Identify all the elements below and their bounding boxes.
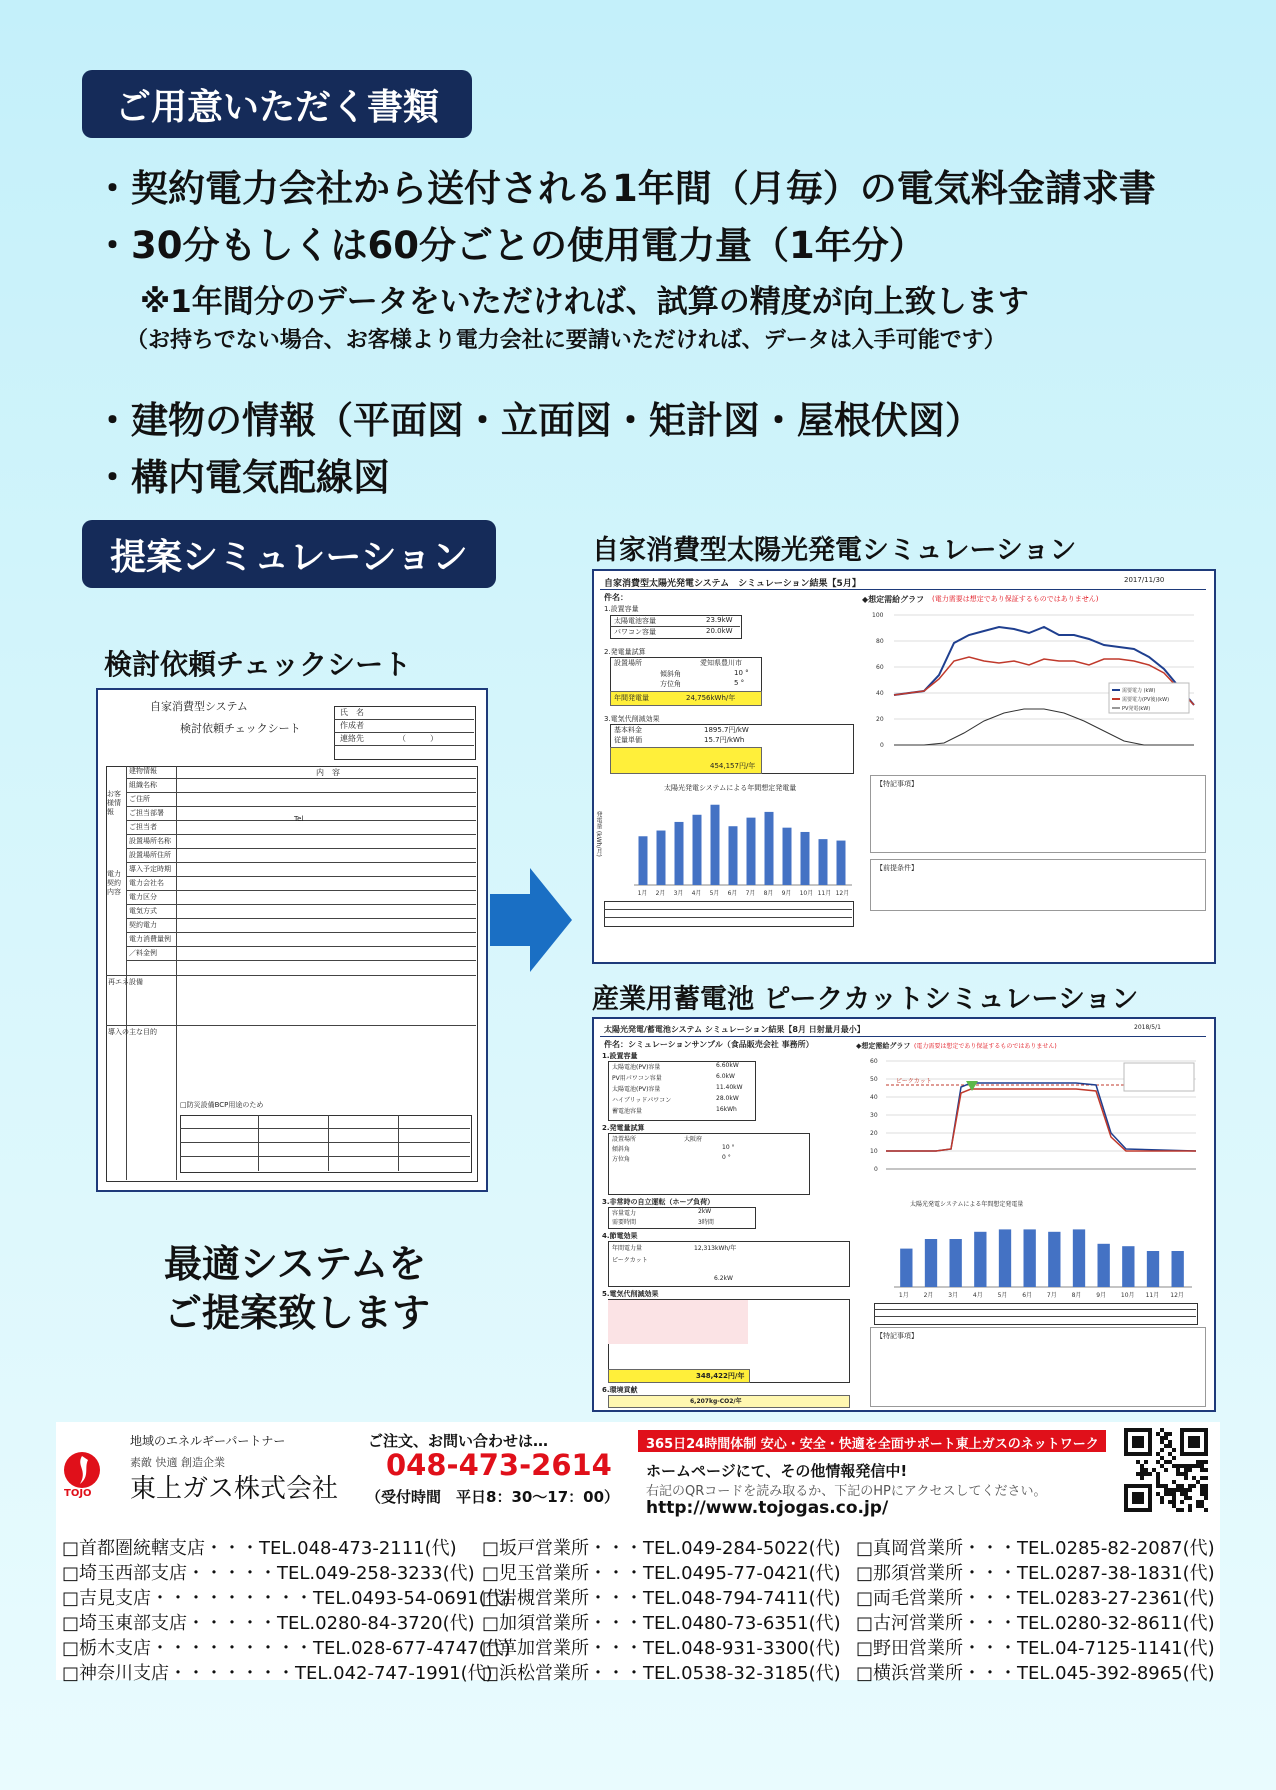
battery-s2-label-2: 傾斜角 xyxy=(612,1146,631,1153)
checksheet-author-field: 作成者 xyxy=(340,721,364,730)
checksheet-row-label: 契約電力 xyxy=(129,921,157,929)
branch-item: □横浜営業所・・・TEL.045-392-8965(代) xyxy=(856,1663,1215,1684)
solar-annual-value: 24,756kWh/年 xyxy=(686,694,736,702)
battery-s1-label: 太陽電池(PV)容量 xyxy=(612,1064,661,1071)
solar-bar xyxy=(657,831,666,885)
battery-s2-title: 2.発電量試算 xyxy=(602,1124,645,1132)
battery-s1-value: 28.0kW xyxy=(716,1095,739,1102)
solar-ytick-0: 100 xyxy=(872,612,884,619)
checksheet-tel: Tel xyxy=(294,815,304,823)
arrow-right-icon xyxy=(490,868,572,972)
solar-sim-label: 自家消費型太陽光発電シミュレーション xyxy=(592,535,1077,566)
battery-s2-label-3: 方位角 xyxy=(612,1156,631,1163)
document-item-usage: ・30分もしくは60分ごとの使用電力量（1年分） xyxy=(94,224,926,267)
battery-customer: 件名：シミュレーションサンプル（食品販売会社 事務所） xyxy=(604,1040,814,1049)
battery-ytick-5: 10 xyxy=(870,1148,878,1155)
tojo-logo-icon xyxy=(62,1450,102,1490)
battery-bar-title: 太陽光発電システムによる年間想定発電量 xyxy=(910,1201,1024,1208)
checksheet-row-label: 電力消費量例 xyxy=(129,935,171,943)
solar-s2-value-3: 5 ° xyxy=(734,679,745,687)
battery-bar xyxy=(1098,1244,1110,1287)
battery-s1-label: PV用パワコン容量 xyxy=(612,1075,662,1082)
checksheet-section-power: 電力契約内容 xyxy=(107,870,121,896)
solar-tick-label: 11月 xyxy=(817,890,832,897)
battery-bar xyxy=(1073,1229,1085,1287)
solar-s2-label-1: 設置場所 xyxy=(614,659,642,667)
checksheet-col-header: 内 容 xyxy=(316,768,340,777)
accuracy-note: ※1年間分のデータをいただければ、試算の精度が向上致します xyxy=(140,284,1029,320)
solar-s2-label-2: 傾斜角 xyxy=(660,670,681,678)
checksheet-document xyxy=(96,688,488,1192)
battery-memo-panel xyxy=(870,1327,1206,1407)
battery-s4-label-1: 年間電力量 xyxy=(612,1245,643,1252)
battery-bar xyxy=(1024,1229,1036,1287)
battery-s1-label: ハイブリッドパワコン xyxy=(612,1097,672,1104)
battery-s2-value-2: 10 ° xyxy=(722,1144,735,1151)
solar-graph-title: ◆想定需給グラフ xyxy=(862,595,925,604)
solar-s1-label-2: パワコン容量 xyxy=(614,628,656,636)
battery-bar xyxy=(1048,1232,1060,1287)
battery-peakcut-label: ピークカット xyxy=(896,1078,932,1085)
battery-s1-value: 11.40kW xyxy=(716,1084,743,1091)
solar-ytick-4: 20 xyxy=(876,716,884,723)
solar-s2-value-2: 10 ° xyxy=(734,669,749,677)
battery-ytick-4: 20 xyxy=(870,1130,878,1137)
checksheet-name-field: 氏 名 xyxy=(340,708,364,717)
solar-tick-label: 2月 xyxy=(655,890,666,897)
tagline: 地域のエネルギーパートナー xyxy=(130,1434,286,1448)
section-title-simulation: 提案シミュレーション xyxy=(82,520,496,588)
solar-tick-label: 4月 xyxy=(691,890,702,897)
battery-s3-value-1: 2kW xyxy=(698,1208,712,1215)
solar-s2-title: 2.発電量試算 xyxy=(604,648,646,656)
battery-bar xyxy=(1147,1251,1159,1287)
battery-graph-title: ◆想定需給グラフ xyxy=(856,1042,911,1050)
branch-item: □岩槻営業所・・・TEL.048-794-7411(代) xyxy=(482,1588,841,1609)
battery-tick-label: 6月 xyxy=(1022,1292,1033,1299)
checksheet-re-label: 再エネ設備 xyxy=(108,978,143,986)
branch-item: □真岡営業所・・・TEL.0285-82-2087(代) xyxy=(856,1538,1215,1559)
branch-item: □両毛営業所・・・TEL.0283-27-2361(代) xyxy=(856,1588,1215,1609)
solar-bar xyxy=(819,839,828,885)
company-name: 東上ガス株式会社 xyxy=(130,1474,339,1504)
branch-item: □浜松営業所・・・TEL.0538-32-3185(代) xyxy=(482,1663,841,1684)
battery-bar-chart xyxy=(874,1209,1194,1299)
section-title-documents: ご用意いただく書類 xyxy=(82,70,472,138)
solar-bar xyxy=(783,828,792,885)
checksheet-section-customer: お客様情報 xyxy=(107,790,121,816)
battery-simulation-document xyxy=(592,1017,1216,1412)
homepage-note: ホームページにて、その他情報発信中! xyxy=(646,1462,908,1480)
battery-tick-label: 11月 xyxy=(1145,1292,1160,1299)
branch-item: □草加営業所・・・TEL.048-931-3300(代) xyxy=(482,1638,841,1659)
solar-s3-label-1: 基本料金 xyxy=(614,726,642,734)
battery-s4-value-2: 6.2kW xyxy=(714,1275,733,1282)
contact-label: ご注文、お問い合わせは… xyxy=(368,1432,549,1450)
solar-bar xyxy=(747,818,756,885)
battery-s2-value-3: 0 ° xyxy=(722,1154,731,1161)
solar-simulation-document xyxy=(592,569,1216,964)
battery-bar xyxy=(1122,1246,1134,1287)
solar-tick-label: 1月 xyxy=(637,890,648,897)
branch-item: □野田営業所・・・TEL.04-7125-1141(代) xyxy=(856,1638,1215,1659)
checksheet-bcp-label: □防災設備BCP用途のため xyxy=(180,1101,264,1109)
branch-item: □吉見支店・・・・・・・・・TEL.0493-54-0691(代) xyxy=(62,1588,511,1609)
solar-s3-label-2: 従量単価 xyxy=(614,736,642,744)
solar-bar xyxy=(693,815,702,885)
battery-header: 太陽光発電/蓄電池システム シミュレーション結果【8月 日射量月最小】 xyxy=(604,1025,865,1034)
subtagline: 素敵 快適 創造企業 xyxy=(130,1456,225,1469)
solar-tick-label: 8月 xyxy=(763,890,774,897)
battery-tick-label: 2月 xyxy=(923,1292,934,1299)
solar-customer: 件名： xyxy=(604,593,628,602)
battery-s6-title: 6.環境貢献 xyxy=(602,1386,638,1394)
solar-tick-label: 5月 xyxy=(709,890,720,897)
battery-s1-label: 太陽電池(PV)容量 xyxy=(612,1086,661,1093)
battery-graph-note: (電力需要は想定であり保証するものではありません) xyxy=(914,1043,1057,1050)
solar-graph-note: (電力需要は想定であり保証するものではありません) xyxy=(932,595,1099,603)
solar-legend-1: 需要電力 (kW) xyxy=(1122,688,1156,694)
solar-bar-title: 太陽光発電システムによる年間想定発電量 xyxy=(664,784,797,792)
checksheet-row-label: 電力区分 xyxy=(129,893,157,901)
solar-s2-label-3: 方位角 xyxy=(660,680,681,688)
document-item-bill: ・契約電力会社から送付される1年間（月毎）の電気料金請求書 xyxy=(94,167,1156,210)
battery-s3-label-2: 需要時間 xyxy=(612,1219,637,1226)
website-url[interactable]: http://www.tojogas.co.jp/ xyxy=(646,1498,889,1518)
battery-bar xyxy=(900,1249,912,1287)
solar-bar-ylabel: 発電量 (kWh/月) xyxy=(595,811,602,857)
phone-number[interactable]: 048-473-2614 xyxy=(386,1448,612,1482)
checksheet-row-label: 設置場所名称 xyxy=(129,837,171,845)
solar-tick-label: 12月 xyxy=(835,890,850,897)
solar-tick-label: 3月 xyxy=(673,890,684,897)
battery-s1-value: 6.60kW xyxy=(716,1062,739,1069)
checksheet-title: 検討依頼チェックシート xyxy=(180,722,301,735)
battery-memo-title: 【特記事項】 xyxy=(876,1332,918,1340)
checksheet-contact-paren: （ ） xyxy=(398,734,438,743)
branch-item: □栃木支店・・・・・・・・・TEL.028-677-4747(代) xyxy=(62,1638,511,1659)
footer xyxy=(56,1422,1220,1684)
solar-s1-label-1: 太陽電池容量 xyxy=(614,617,656,625)
branch-item: □埼玉西部支店・・・・・TEL.049-258-3233(代) xyxy=(62,1563,475,1584)
checksheet-row-label: ご担当部署 xyxy=(129,809,164,817)
solar-ytick-2: 60 xyxy=(876,664,884,671)
checksheet-row-label: 建物情報 xyxy=(129,767,157,775)
checksheet-row-label: 設置場所住所 xyxy=(129,851,171,859)
solar-demand-chart xyxy=(864,605,1204,755)
battery-bar xyxy=(999,1229,1011,1287)
branch-item: □坂戸営業所・・・TEL.049-284-5022(代) xyxy=(482,1538,841,1559)
solar-bar xyxy=(729,826,738,885)
battery-s1-value: 16kWh xyxy=(716,1106,737,1113)
branch-item: □神奈川支店・・・・・・・TEL.042-747-1991(代) xyxy=(62,1663,493,1684)
business-hours: （受付時間 平日8：30～17：00） xyxy=(366,1488,620,1506)
solar-bar xyxy=(765,812,774,885)
checksheet-contact-field: 連絡先 xyxy=(340,734,364,743)
battery-tick-label: 1月 xyxy=(898,1292,909,1299)
branch-item: □埼玉東部支店・・・・・TEL.0280-84-3720(代) xyxy=(62,1613,475,1634)
checksheet-row-label: 組織名称 xyxy=(129,781,157,789)
checksheet-row-label: ご担当者 xyxy=(129,823,157,831)
solar-bar xyxy=(837,841,846,885)
battery-s2-label-1: 設置場所 xyxy=(612,1136,637,1143)
solar-s1-value-2: 20.0kW xyxy=(706,627,733,635)
battery-s4-title: 4.節電効果 xyxy=(602,1232,638,1240)
qr-code-icon[interactable] xyxy=(1124,1428,1208,1512)
checksheet-row-label: ご住所 xyxy=(129,795,150,803)
battery-saving-value: 348,422円/年 xyxy=(696,1372,745,1380)
solar-bar xyxy=(639,836,648,885)
solar-s1-title: 1.設置容量 xyxy=(604,605,639,613)
solar-ytick-3: 40 xyxy=(876,690,884,697)
battery-ytick-1: 50 xyxy=(870,1076,878,1083)
battery-s3-title: 3.非常時の自立運転（ホーブ負荷） xyxy=(602,1198,715,1206)
branch-item: □加須営業所・・・TEL.0480-73-6351(代) xyxy=(482,1613,841,1634)
battery-ytick-2: 40 xyxy=(870,1094,878,1101)
checksheet-purpose-label: 導入の主な目的 xyxy=(108,1028,157,1036)
battery-co2-value: 6,207kg-CO2/年 xyxy=(690,1398,742,1405)
battery-tick-label: 9月 xyxy=(1096,1292,1107,1299)
solar-tick-label: 7月 xyxy=(745,890,756,897)
propose-text-1: 最適システムを xyxy=(164,1242,427,1286)
solar-memo2-panel xyxy=(870,859,1206,911)
solar-s3-value-2: 15.7円/kWh xyxy=(704,736,745,744)
checksheet-row-label: 導入予定時期 xyxy=(129,865,171,873)
solar-saving-value: 454,157円/年 xyxy=(710,762,756,770)
battery-tick-label: 10月 xyxy=(1120,1292,1135,1299)
checksheet-system: 自家消費型システム xyxy=(150,700,248,713)
branch-item: □児玉営業所・・・TEL.0495-77-0421(代) xyxy=(482,1563,841,1584)
branch-item: □那須営業所・・・TEL.0287-38-1831(代) xyxy=(856,1563,1215,1584)
battery-s3-value-2: 3時間 xyxy=(698,1219,714,1226)
battery-s5-title: 5.電気代削減効果 xyxy=(602,1290,659,1298)
propose-text-2: ご提案致します xyxy=(164,1291,431,1335)
battery-ytick-3: 30 xyxy=(870,1112,878,1119)
battery-tick-label: 12月 xyxy=(1170,1292,1184,1299)
solar-s1-value-1: 23.9kW xyxy=(706,616,733,624)
battery-date: 2018/5/1 xyxy=(1134,1024,1161,1031)
solar-memo-title: 【特記事項】 xyxy=(876,780,918,788)
battery-bar xyxy=(974,1232,986,1287)
solar-tick-label: 10月 xyxy=(799,890,814,897)
solar-date: 2017/11/30 xyxy=(1124,576,1165,584)
solar-bar xyxy=(801,832,810,885)
battery-s3-label-1: 容量電力 xyxy=(612,1210,637,1217)
branch-item: □首都圏統轄支店・・・TEL.048-473-2111(代) xyxy=(62,1538,457,1559)
battery-tick-label: 4月 xyxy=(972,1292,983,1299)
solar-ytick-1: 80 xyxy=(876,638,884,645)
battery-s4-value-1: 12,313kWh/年 xyxy=(694,1245,737,1252)
branch-item: □古河営業所・・・TEL.0280-32-8611(代) xyxy=(856,1613,1215,1634)
solar-tick-label: 6月 xyxy=(727,890,738,897)
solar-ytick-5: 0 xyxy=(880,742,884,749)
solar-bar xyxy=(675,822,684,885)
battery-bar xyxy=(925,1239,937,1287)
checksheet-row-label: 電力会社名 xyxy=(129,879,164,887)
solar-legend-2: 需要電力(PV後)(kW) xyxy=(1122,697,1170,703)
battery-tick-label: 3月 xyxy=(948,1292,959,1299)
battery-tick-label: 7月 xyxy=(1046,1292,1057,1299)
battery-s1-label: 蓄電池容量 xyxy=(612,1108,643,1115)
battery-ytick-0: 60 xyxy=(870,1058,878,1065)
battery-s2-value-1: 大阪府 xyxy=(684,1136,703,1143)
document-item-building: ・建物の情報（平面図・立面図・矩計図・屋根伏図） xyxy=(94,399,982,442)
checksheet-label: 検討依頼チェックシート xyxy=(104,648,412,681)
solar-tick-label: 9月 xyxy=(781,890,792,897)
data-availability-note: （お持ちでない場合、お客様より電力会社に要請いただければ、データは入手可能です） xyxy=(126,328,1006,353)
solar-bar-chart xyxy=(614,793,854,897)
solar-s2-value-1: 愛知県豊川市 xyxy=(700,659,742,667)
battery-demand-chart xyxy=(856,1053,1206,1193)
checksheet-row-label: ／料金例 xyxy=(129,949,157,957)
battery-sim-label: 産業用蓄電池 ピークカットシミュレーション xyxy=(592,984,1139,1015)
solar-bar xyxy=(711,805,720,885)
solar-s3-title: 3.電気代削減効果 xyxy=(604,715,660,723)
battery-tick-label: 8月 xyxy=(1071,1292,1082,1299)
battery-ytick-6: 0 xyxy=(874,1166,878,1173)
solar-memo2-title: 【前提条件】 xyxy=(876,864,918,872)
checksheet-row-label: 電気方式 xyxy=(129,907,157,915)
battery-s1-value: 6.0kW xyxy=(716,1073,735,1080)
network-banner: 365日24時間体制 安心・安全・快適を全面サポート東上ガスのネットワーク xyxy=(646,1437,1099,1452)
qr-instruction: 右記のQRコードを読み取るか、下記のHPにアクセスしてください。 xyxy=(646,1484,1047,1499)
solar-legend-3: PV発電(kW) xyxy=(1122,706,1151,712)
battery-tick-label: 5月 xyxy=(997,1292,1008,1299)
solar-memo-panel xyxy=(870,775,1206,853)
solar-s3-value-1: 1895.7円/kW xyxy=(704,726,749,734)
battery-s4-label-2: ピークカット xyxy=(612,1257,648,1264)
logo-text: TOJO xyxy=(64,1488,92,1499)
battery-bar xyxy=(1172,1251,1184,1287)
battery-bar xyxy=(950,1239,962,1287)
solar-annual-label: 年間発電量 xyxy=(614,694,649,702)
document-item-wiring: ・構内電気配線図 xyxy=(94,456,390,499)
solar-header: 自家消費型太陽光発電システム シミュレーション結果【5月】 xyxy=(604,579,861,589)
battery-s1-title: 1.設置容量 xyxy=(602,1052,638,1060)
